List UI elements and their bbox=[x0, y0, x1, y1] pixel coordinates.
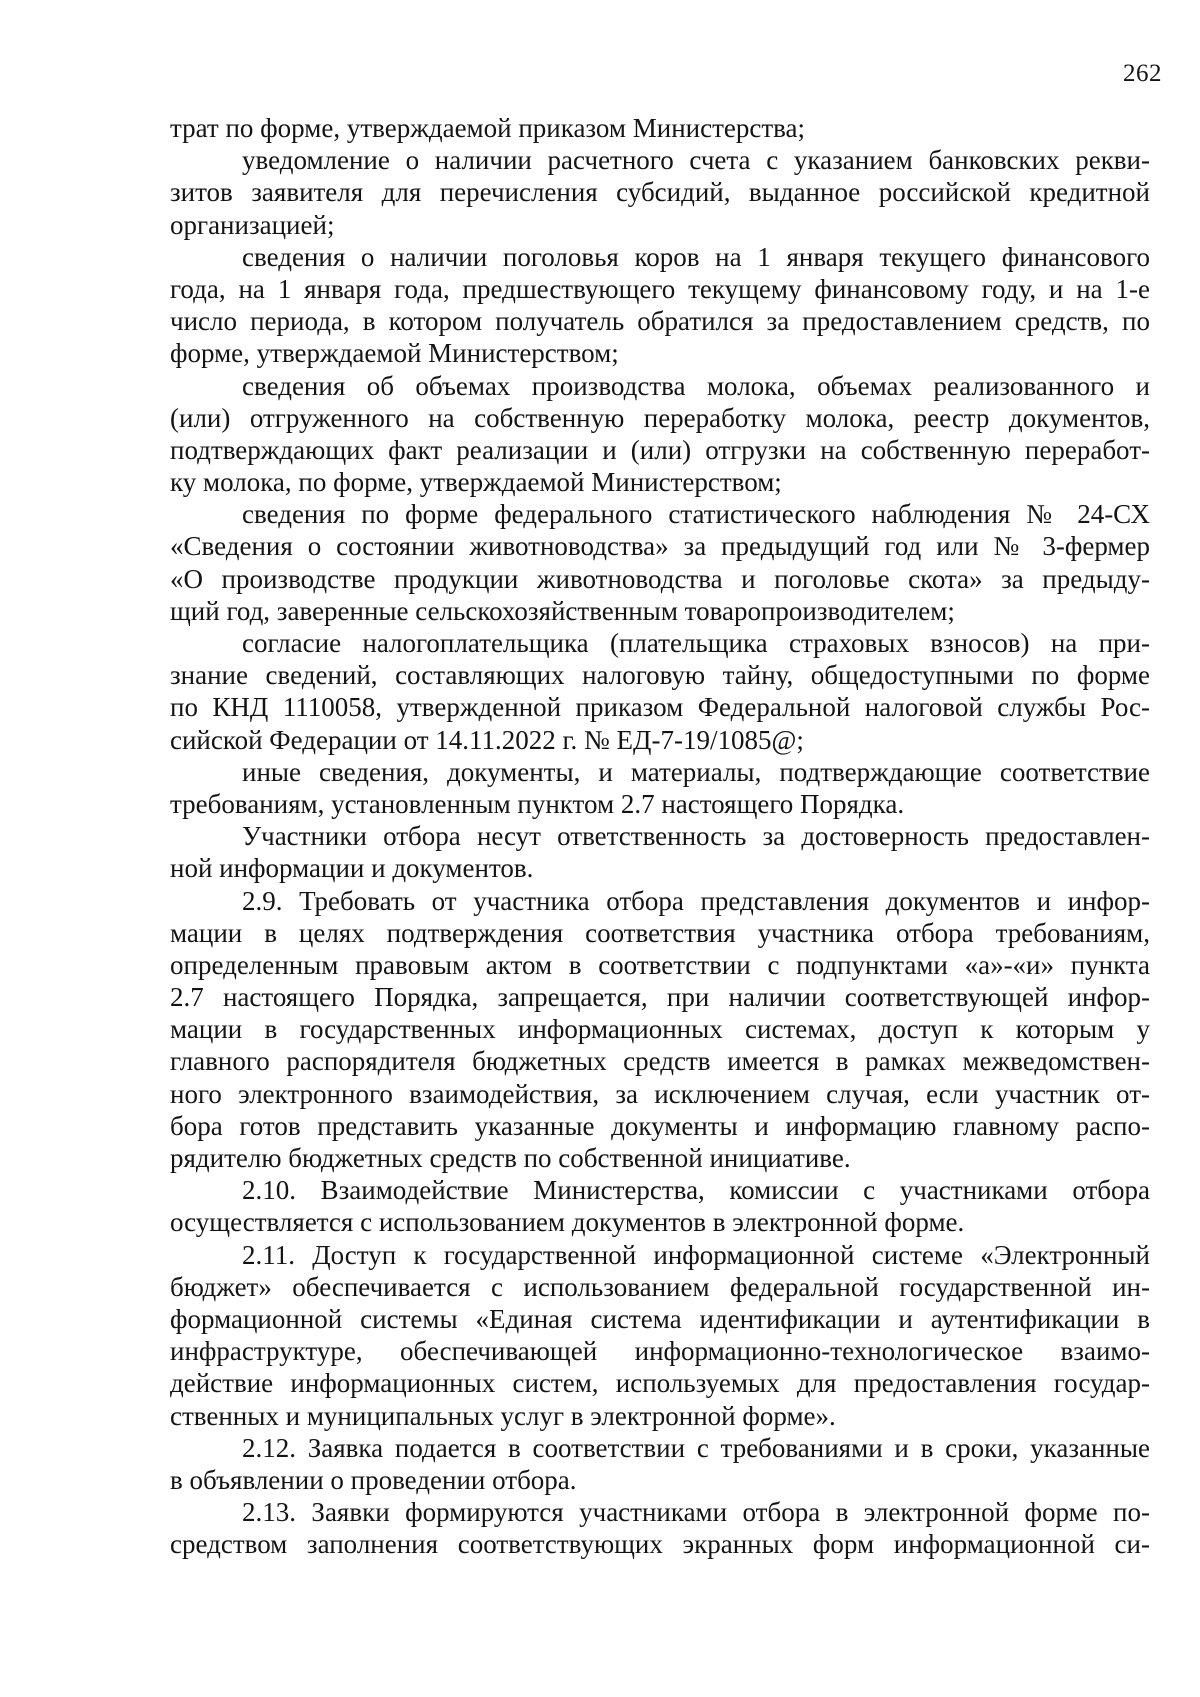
text-line: мации в целях подтверждения соответствия участника отбора требованиям, bbox=[170, 917, 1150, 948]
text-line: Участники отбора несут ответственность за достоверность предоставлен- bbox=[242, 821, 1150, 852]
text-line: инфраструктуре, обеспечивающей информационно-технологическое взаимо- bbox=[170, 1336, 1150, 1367]
text-line: 2.7 настоящего Порядка, запрещается, при наличии соответствующей инфор- bbox=[170, 982, 1150, 1013]
text-line: ку молока, по форме, утверждаемой Министерством; bbox=[170, 467, 782, 498]
text-line: зитов заявителя для перечисления субсидий, выданное российской кредитной bbox=[170, 177, 1150, 208]
text-line: ственных и муниципальных услуг в электронной форме». bbox=[170, 1400, 836, 1431]
text-line: организацией; bbox=[170, 209, 335, 240]
text-line: рядителю бюджетных средств по собственной инициативе. bbox=[170, 1143, 851, 1173]
text-line: 2.12. Заявка подается в соответствии с требованиями и в сроки, указанные bbox=[242, 1432, 1150, 1463]
text-line: 2.9. Требовать от участника отбора представления документов и инфор- bbox=[242, 885, 1150, 916]
text-line: знание сведений, составляющих налоговую тайну, общедоступными по форме bbox=[170, 660, 1150, 691]
page-number: 262 bbox=[1123, 60, 1162, 87]
text-line: средством заполнения соответствующих экранных форм информационной си- bbox=[170, 1529, 1150, 1560]
text-line: иные сведения, документы, и материалы, подтверждающие соответствие bbox=[242, 756, 1150, 787]
text-line: 2.13. Заявки формируются участниками отбора в электронной форме по- bbox=[242, 1497, 1150, 1528]
text-line: бора готов представить указанные документы и информацию главному распо- bbox=[170, 1110, 1150, 1141]
text-line: года, на 1 января года, предшествующего текущему финансовому году, и на 1-е bbox=[170, 273, 1150, 304]
text-line: сведения об объемах производства молока, объемах реализованного и bbox=[242, 370, 1150, 401]
text-line: в объявлении о проведении отбора. bbox=[170, 1464, 577, 1495]
text-line: «О производстве продукции животноводства и поголовье скота» за предыду- bbox=[170, 563, 1150, 594]
text-line: мации в государственных информационных системах, доступ к которым у bbox=[170, 1014, 1150, 1045]
text-line: главного распорядителя бюджетных средств имеется в рамках межведомствен- bbox=[170, 1046, 1150, 1077]
text-line: сведения по форме федерального статистического наблюдения № 24-СХ bbox=[242, 499, 1150, 530]
text-line: осуществляется с использованием документов в электронной форме. bbox=[170, 1207, 965, 1238]
text-line: действие информационных систем, используемых для предоставления государ- bbox=[170, 1368, 1150, 1399]
text-line: 2.11. Доступ к государственной информационной системе «Электронный bbox=[242, 1239, 1150, 1270]
document-body bbox=[170, 112, 1150, 1560]
text-line: формационной системы «Единая система идентификации и аутентификации в bbox=[170, 1303, 1150, 1334]
text-line: щий год, заверенные сельскохозяйственным товаропроизводителем; bbox=[170, 595, 955, 626]
text-line: 2.10. Взаимодействие Министерства, комиссии с участниками отбора bbox=[242, 1175, 1150, 1206]
text-line: ной информации и документов. bbox=[170, 853, 534, 884]
text-line: подтверждающих факт реализации и (или) отгрузки на собственную переработ- bbox=[170, 434, 1150, 465]
text-line: согласие налогоплательщика (плательщика страховых взносов) на при- bbox=[242, 628, 1150, 658]
text-line: требованиям, установленным пунктом 2.7 настоящего Порядка. bbox=[170, 788, 905, 819]
text-line: определенным правовым актом в соответствии с подпунктами «а»-«и» пункта bbox=[170, 949, 1150, 980]
text-line: уведомление о наличии расчетного счета с указанием банковских рекви- bbox=[242, 145, 1150, 176]
text-line: ного электронного взаимодействия, за исключением случая, если участник от- bbox=[170, 1078, 1150, 1109]
text-line: сведения о наличии поголовья коров на 1 января текущего финансового bbox=[242, 241, 1150, 272]
text-line: по КНД 1110058, утвержденной приказом Федеральной налоговой службы Рос- bbox=[170, 692, 1150, 723]
text-line: форме, утверждаемой Министерством; bbox=[170, 338, 619, 369]
text-line: число периода, в котором получатель обратился за предоставлением средств, по bbox=[170, 306, 1150, 337]
text-line: сийской Федерации от 14.11.2022 г. № ЕД-7-19/1085@; bbox=[170, 724, 804, 755]
text-line: бюджет» обеспечивается с использованием федеральной государственной ин- bbox=[170, 1271, 1150, 1302]
text-line: (или) отгруженного на собственную переработку молока, реестр документов, bbox=[170, 402, 1150, 433]
text-line: «Сведения о состоянии животноводства» за предыдущий год или № 3-фермер bbox=[170, 531, 1150, 562]
text-line: трат по форме, утверждаемой приказом Министерства; bbox=[170, 113, 806, 143]
